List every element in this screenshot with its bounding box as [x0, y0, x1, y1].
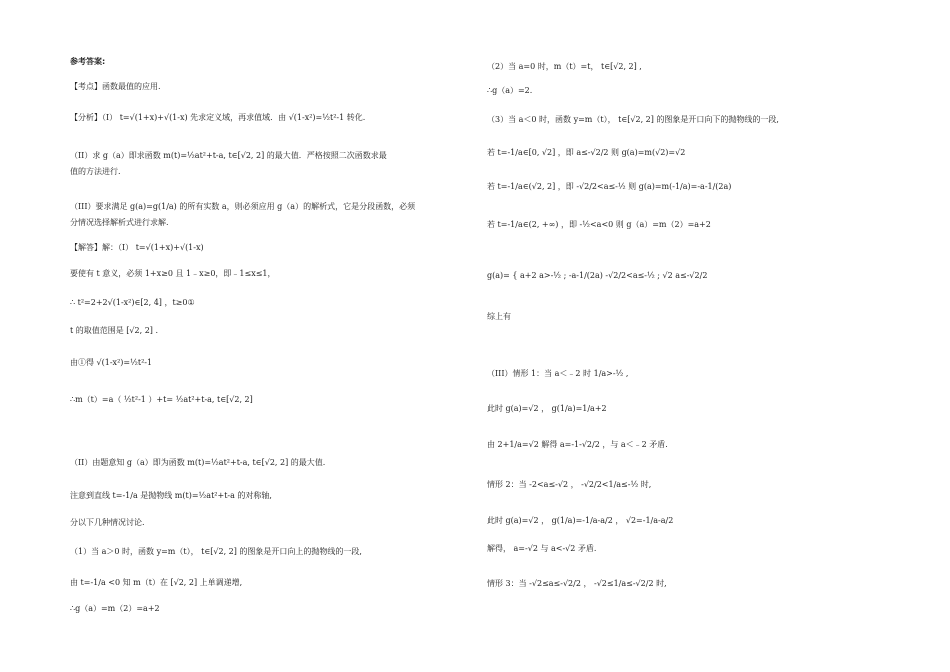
text-line: 解得， a=-√2 与 a<-√2 矛盾. [487, 544, 597, 553]
text-line: 由 t=-1/a <0 知 m（t）在 [√2, 2] 上单调递增, [70, 578, 243, 587]
text-line: （III）情形 1：当 a＜﹣2 时 1/a>-½ , [487, 369, 629, 378]
text-line: （III）要求满足 g(a)=g(1/a) 的所有实数 a，则必须应用 g（a）的解析式，它是分段函数，必须 [70, 202, 416, 211]
text-line: ∴m（t）=a（ ½t²-1 ）+t= ½at²+t-a, t∈[√2, 2] [70, 395, 253, 404]
text-line: 由 2+1/a=√2 解得 a=-1-√2/2 ，与 a＜﹣2 矛盾. [487, 440, 668, 449]
text-line: 若 t=-1/a∈(√2, 2] ，即 -√2/2<a≤-½ 则 g(a)=m(-1/a)=-a-1/(2a) [487, 182, 732, 191]
text-line: ∴g（a）=m（2）=a+2 [70, 604, 160, 613]
text-line: （1）当 a＞0 时，函数 y=m（t）， t∈[√2, 2] 的图象是开口向上的抛物线的一段, [70, 547, 362, 556]
text-line: （2）当 a=0 时，m（t）=t， t∈[√2, 2] , [487, 62, 642, 71]
text-line: 由①得 √(1-x²)=½t²-1 [70, 358, 153, 367]
text-line: 【考点】函数最值的应用. [70, 82, 161, 91]
text-line: 此时 g(a)=√2 ， g(1/a)=1/a+2 [487, 404, 607, 413]
text-line: 【解答】解：（I） t=√(1+x)+√(1-x) [70, 243, 204, 252]
text-line: （II）求 g（a）即求函数 m(t)=½at²+t-a, t∈[√2, 2] 的最大值．严格按照二次函数求最 [70, 151, 387, 160]
text-line: 若 t=-1/a∈(2, +∞) ，即 -½<a<0 则 g（a）=m（2）=a+2 [487, 220, 711, 229]
text-line: ∴g（a）=2. [487, 86, 533, 95]
text-line: 情形 3：当 -√2≤a≤-√2/2 ， -√2≤1/a≤-√2/2 时, [487, 579, 667, 588]
text-line: 综上有 [487, 312, 511, 321]
text-line: 若 t=-1/a∈[0, √2] ，即 a≤-√2/2 则 g(a)=m(√2)=√2 [487, 148, 686, 157]
text-line: 值的方法进行. [70, 167, 121, 176]
text-line: 情形 2：当 -2<a≤-√2 ， -√2/2<1/a≤-½ 时, [487, 480, 652, 489]
text-line: 分以下几种情况讨论. [70, 518, 145, 527]
text-line: 要使有 t 意义，必须 1+x≥0 且 1﹣x≥0，即﹣1≤x≤1， [70, 269, 276, 278]
text-line: 注意到直线 t=-1/a 是抛物线 m(t)=½at²+t-a 的对称轴, [70, 491, 272, 500]
text-line: t 的取值范围是 [√2, 2] . [70, 326, 158, 335]
answer-title: 参考答案: [70, 57, 106, 66]
left-column [70, 0, 490, 672]
text-line: （3）当 a＜0 时，函数 y=m（t）， t∈[√2, 2] 的图象是开口向下的抛物线的一段, [487, 115, 779, 124]
piecewise-function: g(a)= { a+2 a>-½ ; -a-1/(2a) -√2/2<a≤-½ ; √2 a≤-√2/2 [487, 271, 708, 280]
text-line: 分情况选择解析式进行求解. [70, 218, 169, 227]
text-line: 【分析】（I） t=√(1+x)+√(1-x) 先求定义域，再求值域．由 √(1-x²)=½t²-1 转化. [70, 113, 366, 122]
text-line: 此时 g(a)=√2 ， g(1/a)=-1/a-a/2 ， √2=-1/a-a/2 [487, 516, 674, 525]
text-line: （II）由题意知 g（a）即为函数 m(t)=½at²+t-a, t∈[√2, 2] 的最大值. [70, 458, 326, 467]
right-column [487, 0, 907, 672]
text-line: ∴ t²=2+2√(1-x²)∈[2, 4] ，t≥0① [70, 298, 195, 307]
